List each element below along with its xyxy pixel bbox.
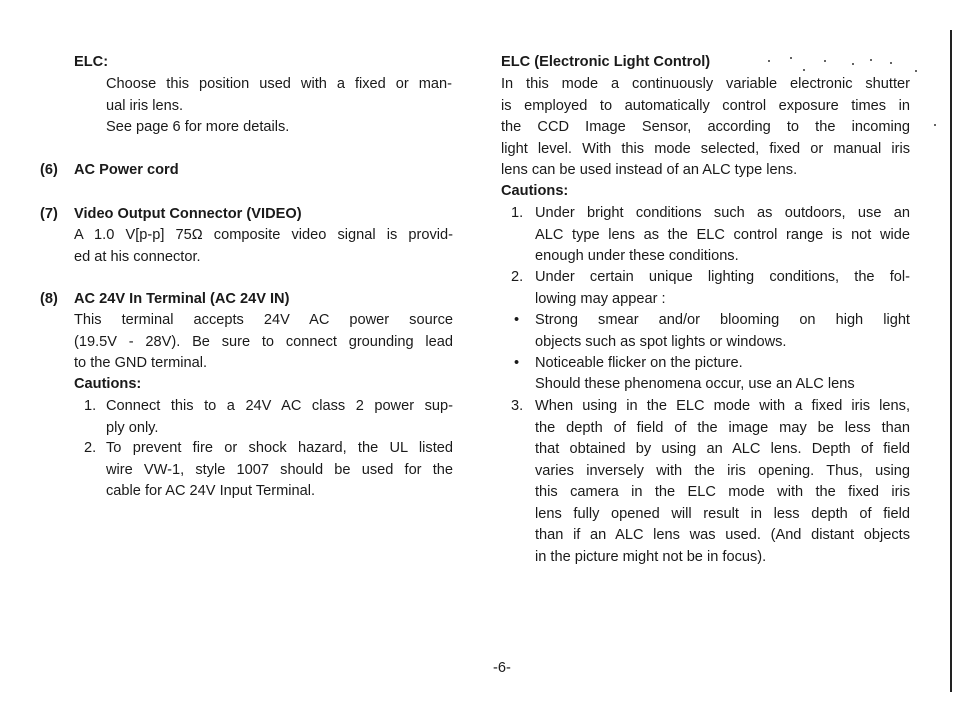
item-6-number: (6) <box>40 162 58 178</box>
text-line: enough under these conditions. <box>535 248 739 264</box>
text-line: lowing may appear : <box>535 290 666 307</box>
text-line: lens can be used instead of an ALC type lens. <box>501 162 798 178</box>
elc-caution-2-number: 2. <box>511 269 524 285</box>
text-line: objects such as spot lights or windows. <box>535 333 787 350</box>
elc-bullet-1 <box>535 310 910 353</box>
text-line: This terminal accepts 24V AC power source <box>74 312 453 328</box>
elc-cautions-title: Cautions: <box>501 183 569 199</box>
text-line: To prevent fire or shock hazard, the UL listed <box>106 440 453 456</box>
text-line: ALC type lens as the ELC control range is not wide <box>535 226 910 243</box>
text-line: that obtained by using an ALC lens. Depth of field <box>535 441 910 457</box>
text-line: ual iris lens. <box>106 97 184 114</box>
text-line: varies inversely with the iris opening. Thus, using <box>535 462 910 479</box>
text-line: Strong smear and/or blooming on high light <box>535 312 910 328</box>
text-line: Choose this position used with a fixed or man- <box>106 76 452 92</box>
text-line: Connect this to a 24V AC class 2 power sup- <box>106 398 453 414</box>
text-line: When using in the ELC mode with a fixed iris lens, <box>535 398 910 414</box>
item-8-number: (8) <box>40 291 58 307</box>
text-line: wire VW-1, style 1007 should be used for the <box>106 461 453 478</box>
item-6-title: AC Power cord <box>74 162 179 178</box>
elc-caution-1-number: 1. <box>511 205 524 221</box>
item-7-title: Video Output Connector (VIDEO) <box>74 206 302 222</box>
item-7-description <box>74 225 453 268</box>
elc-section-title: ELC (Electronic Light Control) <box>501 54 711 70</box>
item-8-description <box>74 310 453 375</box>
elc-caution-3-number: 3. <box>511 398 524 414</box>
item-8-caution-1-number: 1. <box>84 398 97 414</box>
page-number: -6- <box>493 660 511 676</box>
elc-section-body <box>501 74 910 182</box>
text-line: Noticeable flicker on the picture. <box>535 355 743 371</box>
item-8-title: AC 24V In Terminal (AC 24V IN) <box>74 291 290 307</box>
text-line: is employed to automatically control exposure times in <box>501 97 910 114</box>
text-line: the depth of field of the image may be less than <box>535 419 910 436</box>
item-8-caution-2 <box>106 438 453 503</box>
bullet-icon: • <box>514 312 520 328</box>
text-line: the CCD Image Sensor, according to the incoming <box>501 119 910 135</box>
item-8-cautions-title: Cautions: <box>74 376 142 392</box>
item-8-caution-1 <box>106 396 453 439</box>
text-line: Under bright conditions such as outdoors, use an <box>535 205 910 221</box>
text-line: See page 6 for more details. <box>106 119 290 135</box>
elc-caution-1 <box>535 203 910 268</box>
elc-caution-3 <box>535 396 910 568</box>
item-8-caution-2-number: 2. <box>84 440 97 456</box>
text-line: this camera in the ELC mode with the fixed iris <box>535 484 910 500</box>
text-line: In this mode a continuously variable electronic shutter <box>501 76 910 92</box>
text-line: light level. With this mode selected, fixed or manual iris <box>501 140 910 157</box>
text-line: in the picture might not be in focus). <box>535 548 767 565</box>
text-line: lens fully opened will result in less depth of field <box>535 505 910 522</box>
text-line: than if an ALC lens was used. (And distant objects <box>535 527 910 543</box>
elc-heading: ELC: <box>74 54 109 70</box>
text-line: Under certain unique lighting conditions, the fol- <box>535 269 910 285</box>
elc-bullet-2 <box>535 353 910 375</box>
text-line: ply only. <box>106 419 159 436</box>
elc-caution-2 <box>535 267 910 310</box>
text-line: A 1.0 V[p-p] 75Ω composite video signal is provid- <box>74 227 453 243</box>
text-line: (19.5V - 28V). Be sure to connect grounding lead <box>74 333 453 350</box>
page-edge-rule <box>950 30 952 692</box>
elc-phenomena-advice: Should these phenomena occur, use an ALC lens <box>535 376 855 392</box>
text-line: ed at his connector. <box>74 248 201 265</box>
text-line: cable for AC 24V Input Terminal. <box>106 483 316 499</box>
item-7-number: (7) <box>40 206 58 222</box>
bullet-icon: • <box>514 355 520 371</box>
elc-description <box>106 74 452 139</box>
text-line: to the GND terminal. <box>74 355 208 371</box>
